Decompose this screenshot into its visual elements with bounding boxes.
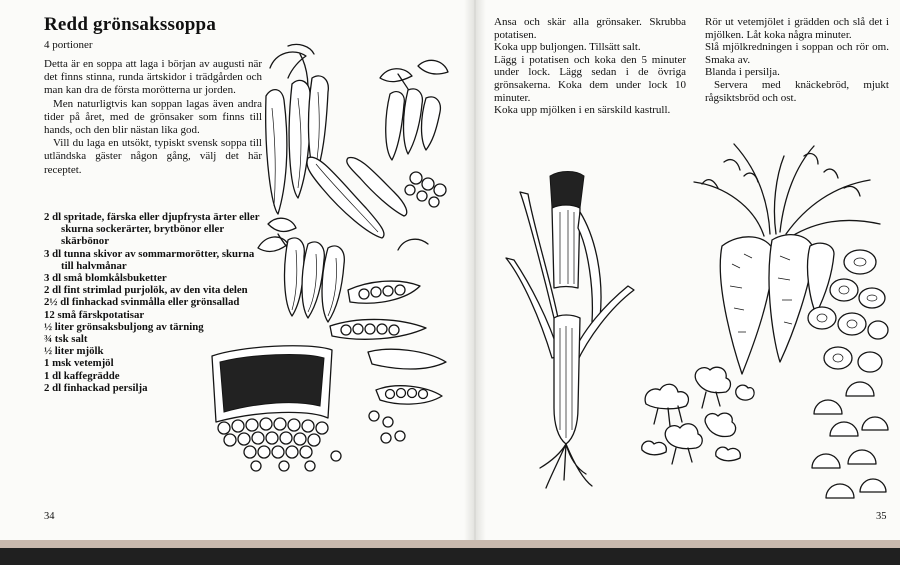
cauliflower-illustration bbox=[636, 364, 756, 484]
leek-illustration bbox=[500, 168, 640, 498]
instruction-step: Koka upp buljongen. Tillsätt salt. bbox=[494, 41, 641, 54]
intro-paragraph: Men naturligtvis kan soppan lagas även andra tider på året, med de grönsaker som finns till hands, och den blir nästan lika god. bbox=[44, 97, 262, 137]
intro-paragraph: Vill du laga en utsökt, typiskt svensk soppa till utländska gäster någon gång, välj det här receptet. bbox=[44, 137, 262, 176]
recipe-intro bbox=[44, 58, 262, 177]
ingredient-item: 2 dl spritade, färska eller djupfrysta ärter eller bbox=[44, 211, 260, 223]
page-bottom-edge bbox=[0, 540, 900, 548]
ingredient-item: 2 dl fint strimlad purjolök, av den vita delen bbox=[44, 284, 248, 297]
recipe-title: Redd grönsakssoppa bbox=[44, 14, 217, 35]
instructions-column-2 bbox=[705, 16, 889, 104]
recipe-servings: 4 portioner bbox=[44, 39, 93, 51]
intro-paragraph: Detta är en soppa att laga i början av augusti när det finns stinna, runda ärtskidor i trädgården och man kan dra de första morötterna ur jorden. bbox=[44, 58, 262, 97]
ingredient-item: 2 dl finhackad persilja bbox=[44, 381, 148, 394]
instruction-step: Ansa och skär alla grönsaker. Skrubba potatisen. bbox=[494, 16, 686, 41]
instruction-step: Lägg i potatisen och koka den 5 minuter under lock. Lägg sedan i de övriga grönsakerna. Koka dem under lock 10 minuter. bbox=[494, 53, 686, 104]
ingredient-item: skurna sockerärter, brytbönor eller skärbönor bbox=[61, 223, 224, 248]
ingredient-item: ½ liter grönsaksbuljong av tärning bbox=[44, 320, 204, 333]
book-cover-edge bbox=[0, 548, 900, 565]
peas-and-bag-illustration bbox=[200, 230, 464, 478]
instructions-column-1 bbox=[494, 16, 686, 117]
ingredient-item: 3 dl små blomkålsbuketter bbox=[44, 272, 167, 285]
ingredient-item: 1 dl kaffegrädde bbox=[44, 369, 120, 382]
instruction-step: Rör ut vetemjölet i grädden och slå det i mjölken. Låt koka några minuter. bbox=[705, 16, 889, 41]
instruction-step: Koka upp mjölken i en särskild kastrull. bbox=[494, 104, 671, 117]
ingredient-item: 2½ dl finhackad svinmålla eller grönsallad bbox=[44, 296, 240, 309]
ingredient-item: ½ liter mjölk bbox=[44, 345, 104, 358]
ingredient-item: 3 dl tunna skivor av sommarmorötter, skurna till halvmånar bbox=[44, 247, 255, 272]
book-gutter bbox=[464, 0, 486, 546]
instruction-step: Slå mjölkredningen i soppan och rör om. Smaka av. bbox=[705, 41, 889, 66]
instruction-step: Blanda i persilja. bbox=[705, 66, 780, 79]
ingredient-item: 1 msk vetemjöl bbox=[44, 357, 114, 370]
instruction-step: Servera med knäckebröd, mjukt rågsiktsbröd och ost. bbox=[705, 78, 889, 104]
page-number-left: 34 bbox=[44, 511, 55, 522]
page-number-right: 35 bbox=[876, 511, 887, 522]
carrot-slices-illustration bbox=[800, 246, 892, 508]
ingredient-item: 12 små färskpotatisar bbox=[44, 308, 145, 321]
ingredient-item: ¾ tsk salt bbox=[44, 333, 88, 346]
